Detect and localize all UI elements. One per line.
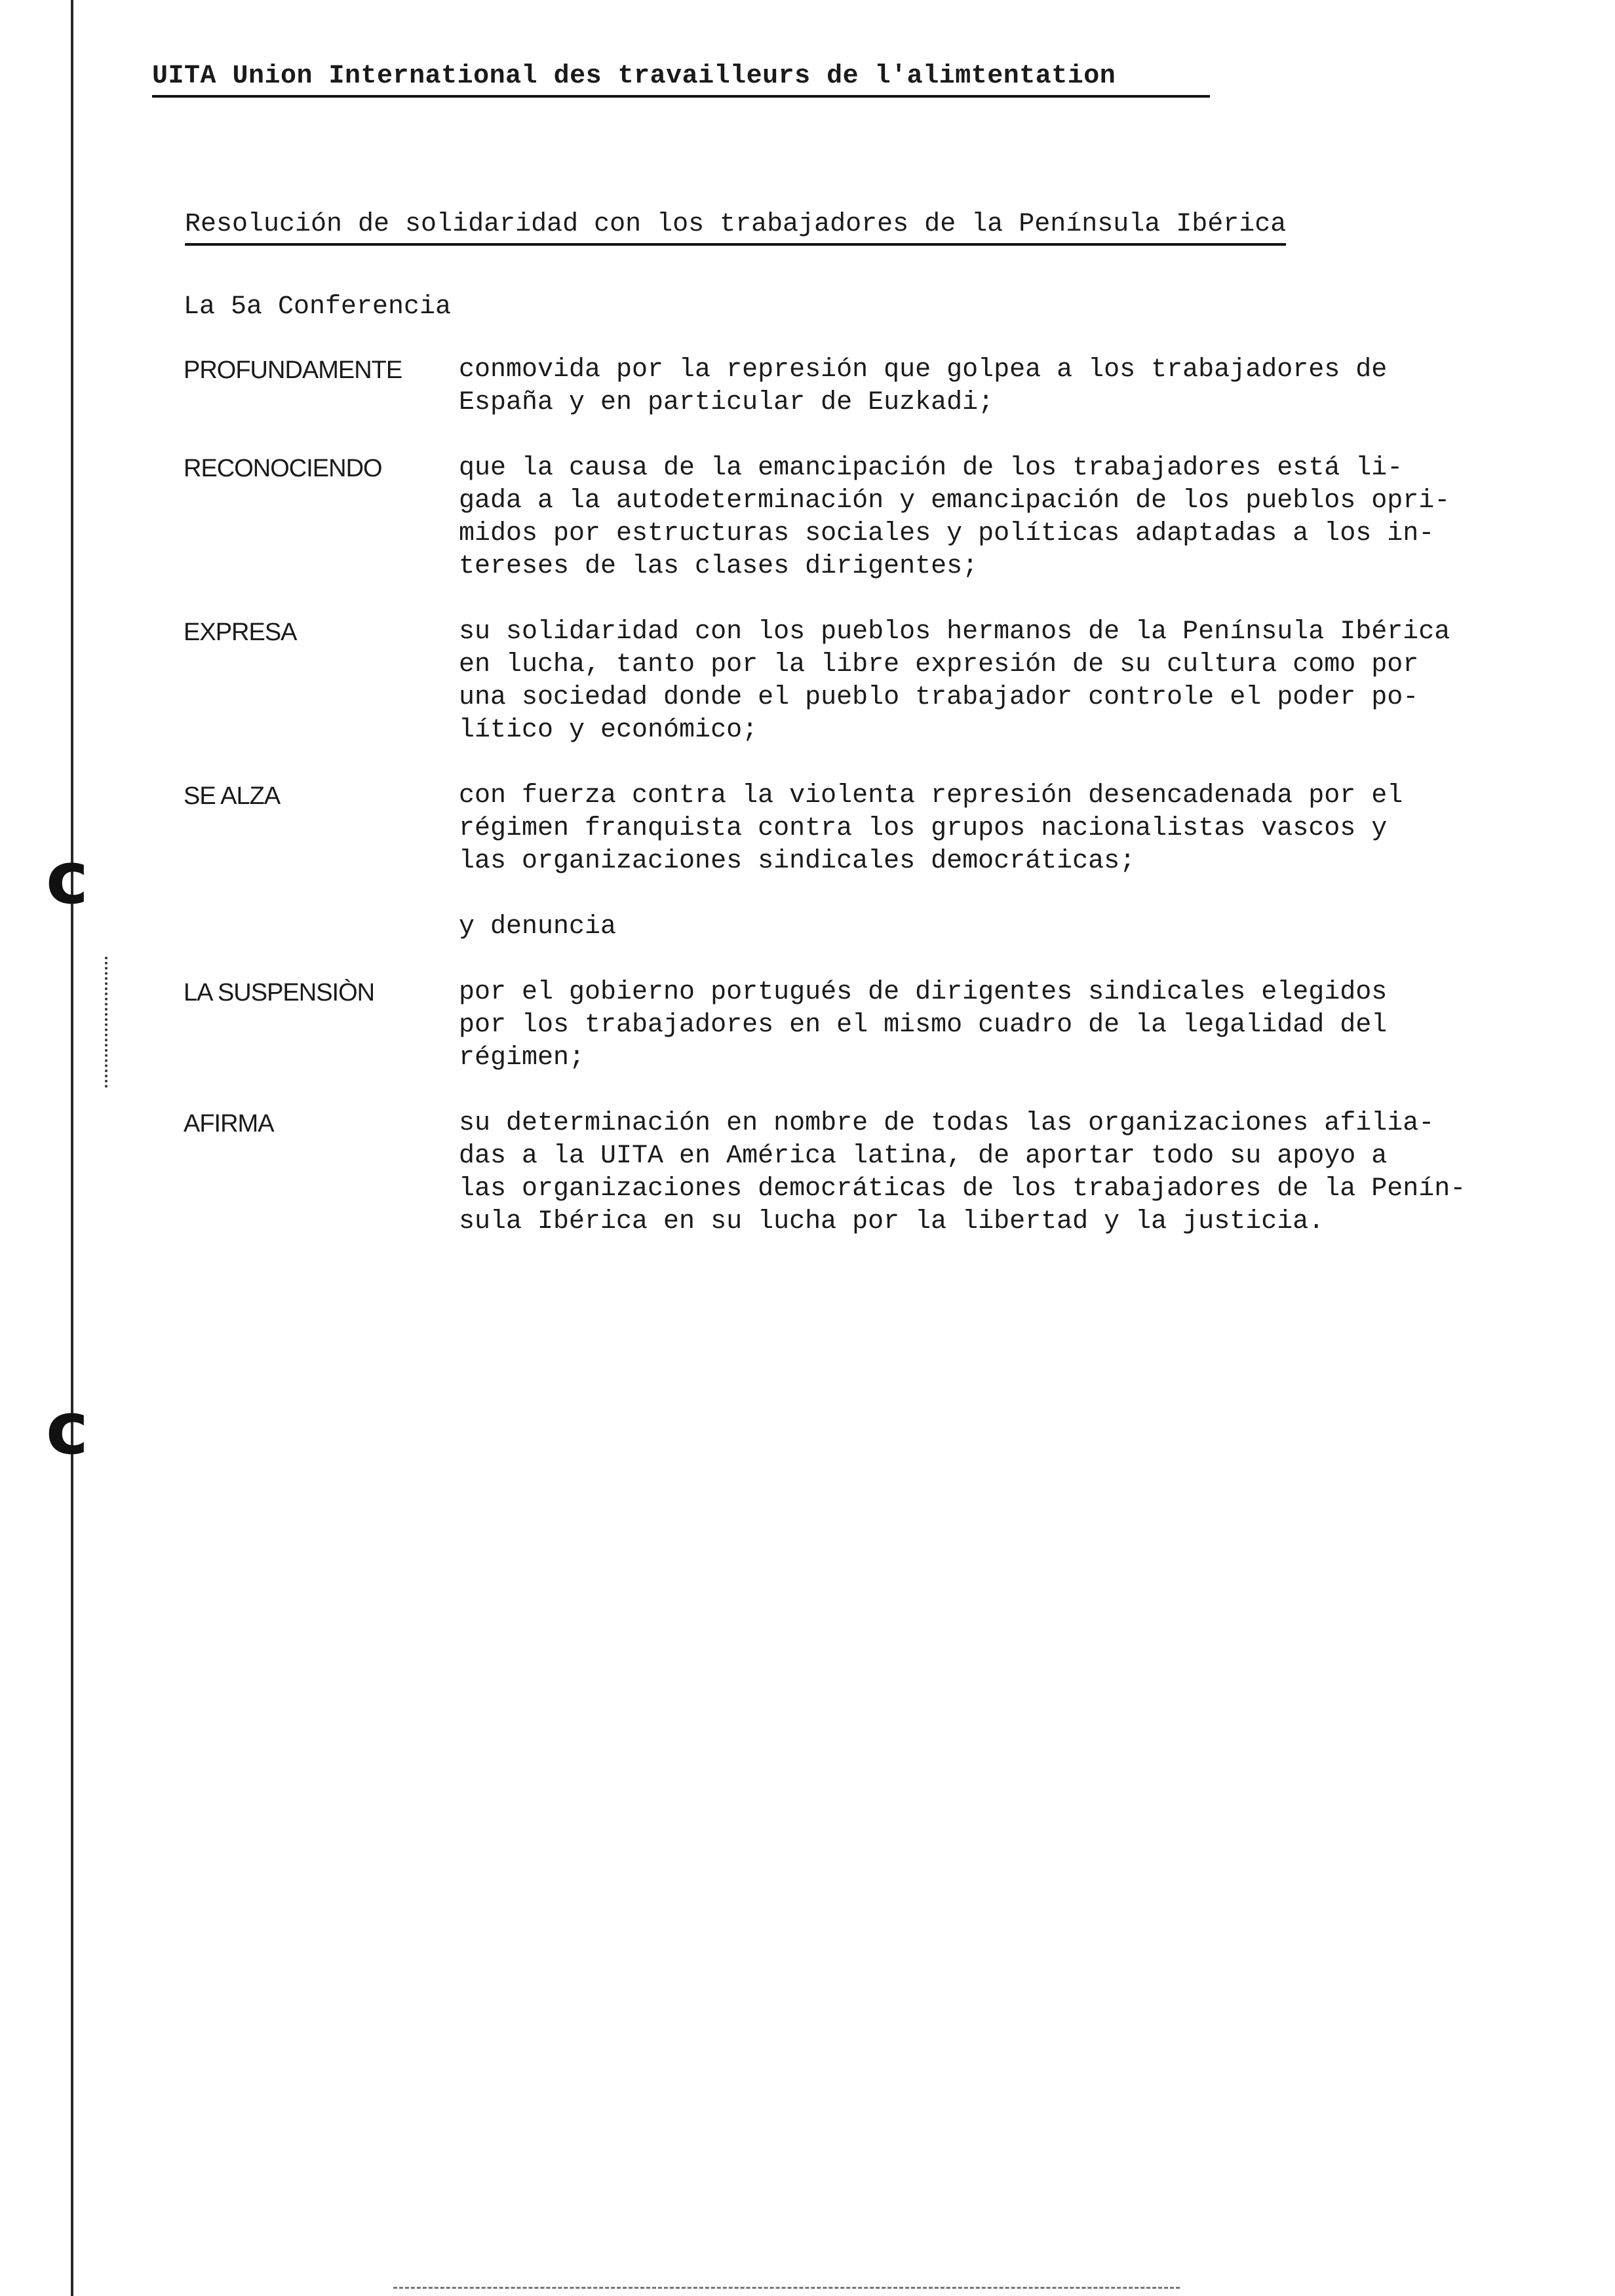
- clause-text: conmovida por la represión que golpea a los trabajadores de España y en particular de Euzkadi;: [459, 355, 1388, 417]
- clause-key: SE ALZA: [184, 782, 281, 810]
- margin-mark: [105, 957, 127, 1088]
- binding-margin-line: [71, 0, 73, 2296]
- clause: [184, 976, 1508, 1075]
- clause-key: AFIRMA: [184, 1110, 274, 1138]
- clause-key: EXPRESA: [184, 619, 297, 646]
- clause: [184, 616, 1508, 747]
- clause-text: con fuerza contra la violenta represión desencadenada por el régimen franquista contra los grupos nacionalistas vascos y las organizaciones sindicales democráticas;: [459, 781, 1403, 876]
- clause: [184, 1107, 1508, 1238]
- resolution-title: Resolución de solidaridad con los trabajadores de la Península Ibérica: [185, 210, 1286, 246]
- clause: [184, 452, 1508, 583]
- clause-key: PROFUNDAMENTE: [184, 356, 402, 384]
- punch-hole-icon: ᴄ: [46, 1387, 89, 1470]
- denuncia-line: y denuncia: [459, 912, 617, 942]
- clause-text: su determinación en nombre de todas las organizaciones afilia- das a la UITA en América latina, de aportar todo su apoyo a las organizaciones democráticas de los trabajadores de la Penín- sula Ibérica en su lucha por la libertad y la justicia.: [459, 1109, 1466, 1236]
- document-header: UITA Union International des travailleurs de l'alimtentation: [152, 62, 1210, 98]
- clause-key: LA SUSPENSIÒN: [184, 979, 375, 1006]
- resolution-clauses: [184, 354, 1508, 1271]
- clause: [184, 780, 1508, 878]
- clause-text: su solidaridad con los pueblos hermanos de la Península Ibérica en lucha, tanto por la libre expresión de su cultura como por una sociedad donde el pueblo trabajador controle el poder po- lítico y económico;: [459, 617, 1450, 745]
- punch-hole-icon: ᴄ: [46, 836, 89, 920]
- clause-text: por el gobierno portugués de dirigentes sindicales elegidos por los trabajadores en el mismo cuadro de la legalidad del régimen;: [459, 978, 1388, 1073]
- intro-line: La 5a Conferencia: [184, 292, 452, 322]
- clause-text: que la causa de la emancipación de los trabajadores está li- gada a la autodeterminación y emancipación de los pueblos opri- midos por estructuras sociales y políticas adaptadas a los in- tereses de las clases dirigentes;: [459, 453, 1450, 581]
- clause-key: RECONOCIENDO: [184, 455, 382, 482]
- clause: [184, 354, 1508, 419]
- page-bottom-edge: [393, 2287, 1180, 2291]
